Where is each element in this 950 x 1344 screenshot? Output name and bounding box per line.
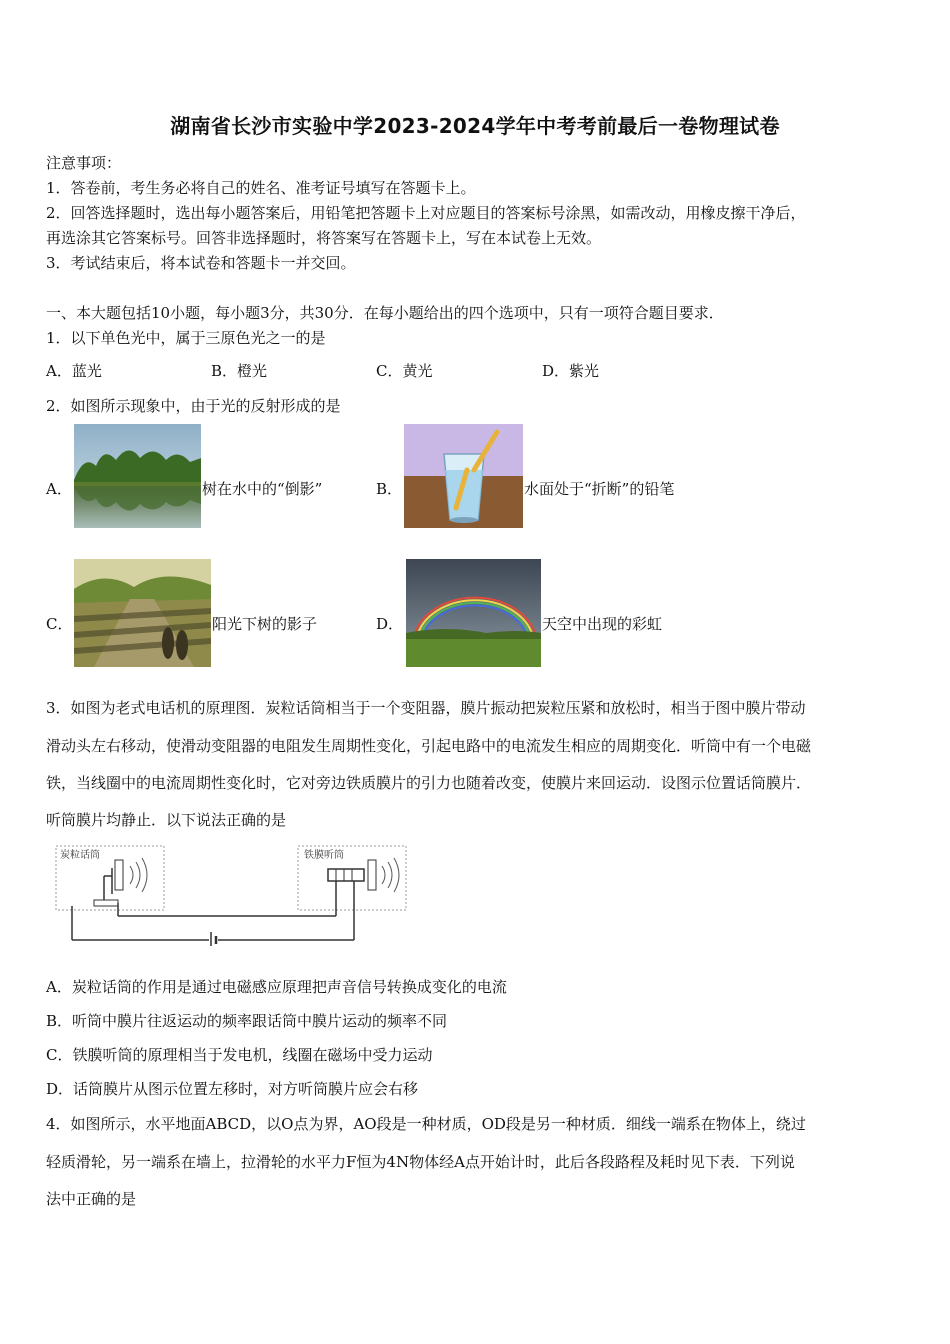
question-4-text: 轻质滑轮，另一端系在墙上，拉滑轮的水平力F恒为4N物体经A点开始计时，此后各段路程及耗时见下表．下列说: [46, 1153, 795, 1171]
section-heading: 一、本大题包括10小题，每小题3分，共30分．在每小题给出的四个选项中，只有一项符合题目要求．: [46, 304, 724, 322]
pencil-in-water-image: [404, 424, 523, 528]
question-1-option-d: D．紫光: [542, 362, 600, 380]
question-1-option-b: B．橙光: [211, 362, 268, 380]
question-2-caption-a: 树在水中的“倒影”: [202, 480, 323, 498]
question-3-option-c: C．铁膜听筒的原理相当于发电机，线圈在磁场中受力运动: [46, 1046, 433, 1064]
question-2-label-c: C．: [46, 615, 73, 633]
notice-item: 2．回答选择题时，选出每小题答案后，用铅笔把答题卡上对应题目的答案标号涂黑，如需改动，用橡皮擦干净后，: [46, 204, 806, 222]
question-2-label-d: D．: [376, 615, 404, 633]
question-1-stem: 1．以下单色光中，属于三原色光之一的是: [46, 329, 326, 347]
question-3-text: 滑动头左右移动，使滑动变阻器的电阻发生周期性变化，引起电路中的电流发生相应的周期变化．听筒中有一个电磁: [46, 737, 812, 755]
question-2-stem: 2．如图所示现象中，由于光的反射形成的是: [46, 397, 341, 415]
notice-item: 1．答卷前，考生务必将自己的姓名、准考证号填写在答题卡上。: [46, 179, 476, 197]
question-3-text: 3．如图为老式电话机的原理图．炭粒话筒相当于一个变阻器，膜片振动把炭粒压紧和放松时，相当于图中膜片带动: [46, 699, 806, 717]
question-3-option-b: B．听筒中膜片往返运动的频率跟话筒中膜片运动的频率不同: [46, 1012, 448, 1030]
tree-reflection-image: [74, 424, 201, 528]
notice-heading: 注意事项：: [46, 154, 122, 172]
question-2-caption-b: 水面处于“折断”的铅笔: [524, 480, 675, 498]
question-2-caption-c: 阳光下树的影子: [212, 615, 318, 633]
question-2-label-b: B．: [376, 480, 403, 498]
question-2-label-a: A．: [46, 480, 72, 498]
question-2-caption-d: 天空中出现的彩虹: [542, 615, 663, 633]
tree-shadow-image: [74, 559, 211, 667]
question-1-option-a: A．蓝光: [46, 362, 102, 380]
rainbow-image: [406, 559, 541, 667]
question-3-text: 听筒膜片均静止．以下说法正确的是: [46, 811, 287, 829]
page-title: 湖南省长沙市实验中学2023-2024学年中考考前最后一卷物理试卷: [170, 114, 780, 138]
question-3-text: 铁，当线圈中的电流周期性变化时，它对旁边铁质膜片的引力也随着改变，使膜片来回运动．设图示位置话筒膜片．: [46, 774, 812, 792]
question-4-text: 4．如图所示，水平地面ABCD，以O点为界，AO段是一种材质，OD段是另一种材质．细线一端系在物体上，绕过: [46, 1115, 806, 1133]
notice-item: 3．考试结束后，将本试卷和答题卡一并交回。: [46, 254, 356, 272]
question-3-option-a: A．炭粒话筒的作用是通过电磁感应原理把声音信号转换成变化的电流: [46, 978, 507, 996]
telephone-circuit-diagram: [52, 842, 412, 947]
question-4-text: 法中正确的是: [46, 1190, 137, 1208]
question-1-option-c: C．黄光: [376, 362, 433, 380]
notice-item: 再选涂其它答案标号。回答非选择题时，将答案写在答题卡上，写在本试卷上无效。: [46, 229, 602, 247]
question-3-option-d: D．话筒膜片从图示位置左移时，对方听筒膜片应会右移: [46, 1080, 419, 1098]
microphone-label: 炭粒话筒: [60, 850, 100, 861]
receiver-label: 铁膜听筒: [304, 850, 344, 861]
